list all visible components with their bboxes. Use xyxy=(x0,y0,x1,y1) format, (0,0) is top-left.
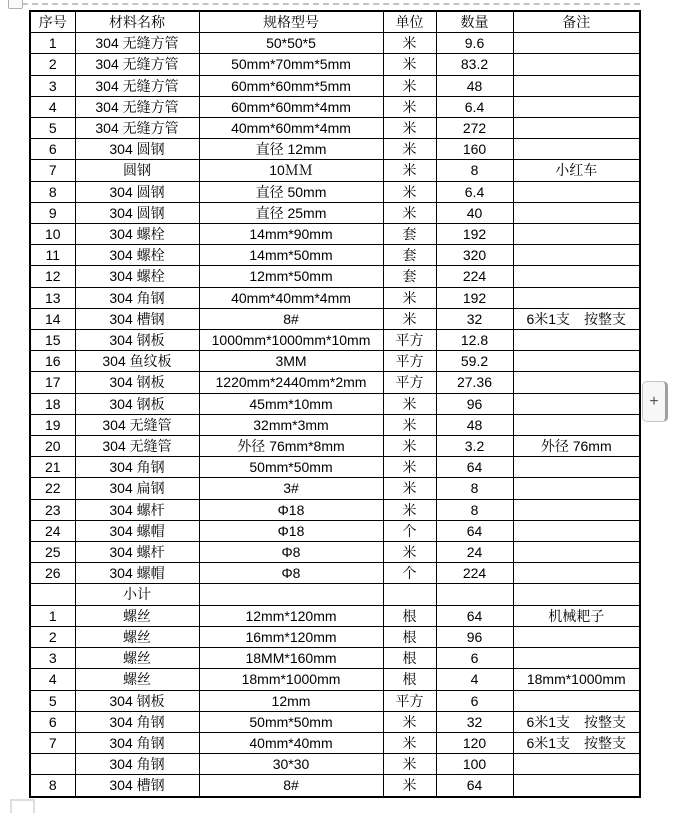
cell-remark[interactable] xyxy=(513,563,640,584)
cell-qty[interactable]: 48 xyxy=(436,75,513,96)
cell-qty[interactable]: 64 xyxy=(436,457,513,478)
cell-remark[interactable] xyxy=(513,330,640,351)
cell-qty[interactable]: 100 xyxy=(436,754,513,775)
table-row xyxy=(30,542,640,563)
cell-qty[interactable]: 3.2 xyxy=(436,436,513,457)
cell-remark[interactable] xyxy=(513,33,640,54)
cell-spec[interactable]: 14mm*90mm xyxy=(199,224,383,245)
cell-qty[interactable]: 120 xyxy=(436,732,513,753)
cell-spec[interactable]: 3# xyxy=(199,478,383,499)
cell-material[interactable]: 圆钢 xyxy=(75,160,199,181)
cell-index[interactable]: 16 xyxy=(30,351,75,372)
cell-qty[interactable]: 59.2 xyxy=(436,351,513,372)
cell-unit[interactable]: 米 xyxy=(383,436,436,457)
cell-material[interactable]: 304 角钢 xyxy=(75,732,199,753)
table-row xyxy=(30,393,640,414)
cell-qty[interactable]: 6.4 xyxy=(436,96,513,117)
cell-index[interactable]: 11 xyxy=(30,245,75,266)
cell-remark[interactable] xyxy=(513,181,640,202)
text-boundary-dashes xyxy=(22,3,640,5)
column-header-remark[interactable]: 备注 xyxy=(513,11,640,33)
cell-spec[interactable]: 50mm*50mm xyxy=(199,711,383,732)
cell-unit[interactable]: 米 xyxy=(383,139,436,160)
cell-qty[interactable]: 64 xyxy=(436,605,513,626)
cell-remark[interactable] xyxy=(513,648,640,669)
cell-index[interactable]: 20 xyxy=(30,436,75,457)
cell-index[interactable]: 7 xyxy=(30,732,75,753)
cell-qty[interactable]: 48 xyxy=(436,414,513,435)
cell-unit[interactable]: 个 xyxy=(383,563,436,584)
cell-material[interactable]: 304 角钢 xyxy=(75,457,199,478)
cell-unit[interactable]: 平方 xyxy=(383,330,436,351)
cell-qty[interactable]: 32 xyxy=(436,711,513,732)
cell-spec[interactable]: Φ8 xyxy=(199,542,383,563)
cell-qty[interactable] xyxy=(436,584,513,605)
cell-remark[interactable] xyxy=(513,54,640,75)
cell-unit[interactable]: 米 xyxy=(383,118,436,139)
cell-unit[interactable]: 米 xyxy=(383,711,436,732)
cell-index[interactable]: 13 xyxy=(30,287,75,308)
cell-remark[interactable] xyxy=(513,584,640,605)
cell-remark[interactable] xyxy=(513,393,640,414)
column-header-index[interactable]: 序号 xyxy=(30,11,75,33)
table-body xyxy=(30,33,640,797)
cell-remark[interactable] xyxy=(513,118,640,139)
cell-material[interactable]: 304 槽钢 xyxy=(75,775,199,797)
table-row xyxy=(30,520,640,541)
cell-unit[interactable]: 米 xyxy=(383,414,436,435)
cell-unit[interactable]: 个 xyxy=(383,520,436,541)
column-header-unit[interactable]: 单位 xyxy=(383,11,436,33)
cell-spec[interactable]: 1220mm*2440mm*2mm xyxy=(199,372,383,393)
table-row xyxy=(30,202,640,223)
cell-material[interactable]: 304 角钢 xyxy=(75,711,199,732)
cell-remark[interactable] xyxy=(513,499,640,520)
cell-remark[interactable]: 6米1支 按整支 xyxy=(513,732,640,753)
cell-qty[interactable]: 64 xyxy=(436,520,513,541)
header-row xyxy=(30,11,640,33)
cell-spec[interactable]: 60mm*60mm*4mm xyxy=(199,96,383,117)
cell-remark[interactable] xyxy=(513,202,640,223)
cell-spec[interactable]: 50*50*5 xyxy=(199,33,383,54)
cell-index[interactable]: 10 xyxy=(30,224,75,245)
cell-spec[interactable]: 外径 76mm*8mm xyxy=(199,436,383,457)
cell-spec[interactable]: 16mm*120mm xyxy=(199,626,383,647)
cell-remark[interactable]: 外径 76mm xyxy=(513,436,640,457)
cell-qty[interactable]: 192 xyxy=(436,287,513,308)
cell-index[interactable]: 1 xyxy=(30,33,75,54)
cell-index[interactable]: 7 xyxy=(30,160,75,181)
table-row xyxy=(30,224,640,245)
cell-unit[interactable]: 米 xyxy=(383,202,436,223)
cell-unit[interactable]: 根 xyxy=(383,648,436,669)
cell-spec[interactable]: 45mm*10mm xyxy=(199,393,383,414)
cell-unit[interactable]: 根 xyxy=(383,669,436,690)
cell-spec[interactable]: 32mm*3mm xyxy=(199,414,383,435)
cell-material[interactable]: 304 钢板 xyxy=(75,393,199,414)
cell-index[interactable]: 23 xyxy=(30,499,75,520)
table-row xyxy=(30,648,640,669)
cell-unit[interactable]: 米 xyxy=(383,542,436,563)
column-header-spec[interactable]: 规格型号 xyxy=(199,11,383,33)
cell-index[interactable]: 21 xyxy=(30,457,75,478)
cell-material[interactable]: 304 无缝方管 xyxy=(75,33,199,54)
table-row xyxy=(30,626,640,647)
cell-index[interactable]: 6 xyxy=(30,711,75,732)
cell-unit[interactable] xyxy=(383,584,436,605)
cell-index[interactable]: 24 xyxy=(30,520,75,541)
cell-remark[interactable] xyxy=(513,478,640,499)
cell-index[interactable]: 25 xyxy=(30,542,75,563)
cell-qty[interactable]: 83.2 xyxy=(436,54,513,75)
cell-remark[interactable] xyxy=(513,414,640,435)
cell-qty[interactable]: 12.8 xyxy=(436,330,513,351)
cell-remark[interactable] xyxy=(513,754,640,775)
table-row xyxy=(30,372,640,393)
table-move-handle-icon[interactable] xyxy=(8,0,23,9)
cell-qty[interactable]: 9.6 xyxy=(436,33,513,54)
cell-qty[interactable]: 64 xyxy=(436,775,513,797)
cell-remark[interactable] xyxy=(513,690,640,711)
table-row xyxy=(30,436,640,457)
cell-index[interactable]: 8 xyxy=(30,775,75,797)
cell-qty[interactable]: 4 xyxy=(436,669,513,690)
cell-remark[interactable] xyxy=(513,351,640,372)
cell-remark[interactable] xyxy=(513,245,640,266)
cell-material[interactable]: 304 无缝方管 xyxy=(75,75,199,96)
cell-qty[interactable]: 32 xyxy=(436,308,513,329)
cell-spec[interactable]: 12mm*50mm xyxy=(199,266,383,287)
cell-unit[interactable]: 米 xyxy=(383,308,436,329)
cell-remark[interactable] xyxy=(513,224,640,245)
cell-spec[interactable]: 8# xyxy=(199,775,383,797)
cell-index[interactable]: 3 xyxy=(30,648,75,669)
cell-index[interactable]: 17 xyxy=(30,372,75,393)
cell-qty[interactable]: 40 xyxy=(436,202,513,223)
cell-qty[interactable]: 192 xyxy=(436,224,513,245)
cell-index[interactable]: 9 xyxy=(30,202,75,223)
cell-spec[interactable]: 50mm*50mm xyxy=(199,457,383,478)
cell-spec[interactable]: 1000mm*1000mm*10mm xyxy=(199,330,383,351)
cell-material[interactable]: 螺丝 xyxy=(75,669,199,690)
table-row xyxy=(30,139,640,160)
cell-material[interactable]: 304 螺杆 xyxy=(75,542,199,563)
table-row xyxy=(30,351,640,372)
cell-index[interactable]: 4 xyxy=(30,96,75,117)
cell-material[interactable]: 螺丝 xyxy=(75,626,199,647)
cell-spec[interactable]: 直径 50mm xyxy=(199,181,383,202)
cell-material[interactable]: 304 螺栓 xyxy=(75,224,199,245)
table-row xyxy=(30,96,640,117)
column-header-material[interactable]: 材料名称 xyxy=(75,11,199,33)
cell-remark[interactable] xyxy=(513,775,640,797)
cell-qty[interactable]: 24 xyxy=(436,542,513,563)
cell-index[interactable]: 14 xyxy=(30,308,75,329)
cell-unit[interactable]: 平方 xyxy=(383,372,436,393)
cell-spec[interactable]: 30*30 xyxy=(199,754,383,775)
table-row xyxy=(30,690,640,711)
table-row xyxy=(30,711,640,732)
column-header-qty[interactable]: 数量 xyxy=(436,11,513,33)
cell-qty[interactable]: 96 xyxy=(436,393,513,414)
cell-material[interactable]: 304 圆钢 xyxy=(75,139,199,160)
cell-spec[interactable]: 8# xyxy=(199,308,383,329)
cell-unit[interactable]: 米 xyxy=(383,775,436,797)
cell-qty[interactable]: 224 xyxy=(436,266,513,287)
cell-remark[interactable] xyxy=(513,520,640,541)
cell-material[interactable]: 304 鱼纹板 xyxy=(75,351,199,372)
bottom-left-partial-box xyxy=(10,799,35,813)
table-row xyxy=(30,414,640,435)
cell-remark[interactable] xyxy=(513,75,640,96)
cell-index[interactable]: 4 xyxy=(30,669,75,690)
cell-material[interactable]: 304 无缝方管 xyxy=(75,118,199,139)
table-row xyxy=(30,775,640,797)
cell-spec[interactable]: 40mm*60mm*4mm xyxy=(199,118,383,139)
cell-qty[interactable]: 224 xyxy=(436,563,513,584)
cell-unit[interactable]: 套 xyxy=(383,266,436,287)
table-row xyxy=(30,732,640,753)
cell-remark[interactable] xyxy=(513,372,640,393)
cell-spec[interactable]: 40mm*40mm*4mm xyxy=(199,287,383,308)
cell-material[interactable]: 304 无缝管 xyxy=(75,436,199,457)
cell-unit[interactable]: 米 xyxy=(383,732,436,753)
cell-spec[interactable]: 60mm*60mm*5mm xyxy=(199,75,383,96)
cell-qty[interactable]: 96 xyxy=(436,626,513,647)
cell-unit[interactable]: 平方 xyxy=(383,690,436,711)
cell-unit[interactable]: 根 xyxy=(383,605,436,626)
plus-icon: + xyxy=(649,392,659,410)
table-row xyxy=(30,457,640,478)
cell-index[interactable]: 5 xyxy=(30,118,75,139)
cell-spec[interactable]: 3MM xyxy=(199,351,383,372)
cell-material[interactable]: 304 螺帽 xyxy=(75,520,199,541)
cell-material[interactable]: 螺丝 xyxy=(75,605,199,626)
cell-qty[interactable]: 6 xyxy=(436,690,513,711)
cell-remark[interactable]: 小红车 xyxy=(513,160,640,181)
cell-index[interactable] xyxy=(30,584,75,605)
cell-material[interactable]: 304 圆钢 xyxy=(75,202,199,223)
cell-spec[interactable]: 18MM*160mm xyxy=(199,648,383,669)
table-row xyxy=(30,266,640,287)
cell-index[interactable]: 15 xyxy=(30,330,75,351)
cell-material[interactable]: 304 螺栓 xyxy=(75,245,199,266)
table-row xyxy=(30,308,640,329)
cell-material[interactable]: 304 圆钢 xyxy=(75,181,199,202)
cell-unit[interactable]: 平方 xyxy=(383,351,436,372)
cell-index[interactable]: 18 xyxy=(30,393,75,414)
cell-index[interactable]: 22 xyxy=(30,478,75,499)
cell-spec[interactable] xyxy=(199,584,383,605)
cell-unit[interactable]: 米 xyxy=(383,457,436,478)
cell-qty[interactable]: 320 xyxy=(436,245,513,266)
cell-spec[interactable]: 12mm*120mm xyxy=(199,605,383,626)
cell-material[interactable]: 304 钢板 xyxy=(75,690,199,711)
cell-unit[interactable]: 米 xyxy=(383,499,436,520)
cell-material[interactable]: 304 无缝方管 xyxy=(75,96,199,117)
table-row xyxy=(30,669,640,690)
cell-material[interactable]: 304 无缝方管 xyxy=(75,54,199,75)
cell-material[interactable]: 304 螺栓 xyxy=(75,266,199,287)
table-row xyxy=(30,584,640,605)
cell-remark[interactable]: 6米1支 按整支 xyxy=(513,711,640,732)
cell-unit[interactable]: 套 xyxy=(383,245,436,266)
cell-index[interactable]: 12 xyxy=(30,266,75,287)
cell-unit[interactable]: 米 xyxy=(383,54,436,75)
cell-material[interactable]: 螺丝 xyxy=(75,648,199,669)
table-row xyxy=(30,245,640,266)
cell-spec[interactable]: 50mm*70mm*5mm xyxy=(199,54,383,75)
cell-unit[interactable]: 米 xyxy=(383,287,436,308)
cell-material[interactable]: 304 角钢 xyxy=(75,754,199,775)
cell-index[interactable]: 6 xyxy=(30,139,75,160)
cell-qty[interactable]: 8 xyxy=(436,160,513,181)
cell-index[interactable]: 2 xyxy=(30,626,75,647)
cell-material[interactable]: 304 钢板 xyxy=(75,372,199,393)
cell-spec[interactable]: 直径 25mm xyxy=(199,202,383,223)
cell-index[interactable]: 8 xyxy=(30,181,75,202)
cell-remark[interactable]: 6米1支 按整支 xyxy=(513,308,640,329)
cell-material[interactable]: 304 无缝管 xyxy=(75,414,199,435)
cell-remark[interactable]: 机械耙子 xyxy=(513,605,640,626)
cell-spec[interactable]: Φ8 xyxy=(199,563,383,584)
table-row xyxy=(30,499,640,520)
material-table xyxy=(29,10,641,798)
cell-spec[interactable]: 18mm*1000mm xyxy=(199,669,383,690)
cell-index[interactable] xyxy=(30,754,75,775)
cell-remark[interactable] xyxy=(513,266,640,287)
cell-material[interactable]: 304 扁钢 xyxy=(75,478,199,499)
cell-qty[interactable]: 272 xyxy=(436,118,513,139)
cell-remark[interactable]: 18mm*1000mm xyxy=(513,669,640,690)
cell-remark[interactable] xyxy=(513,626,640,647)
cell-qty[interactable]: 6.4 xyxy=(436,181,513,202)
cell-unit[interactable]: 米 xyxy=(383,478,436,499)
cell-remark[interactable] xyxy=(513,457,640,478)
cell-unit[interactable]: 米 xyxy=(383,160,436,181)
cell-material[interactable]: 304 螺杆 xyxy=(75,499,199,520)
cell-remark[interactable] xyxy=(513,287,640,308)
table-row xyxy=(30,118,640,139)
cell-index[interactable]: 1 xyxy=(30,605,75,626)
cell-unit[interactable]: 米 xyxy=(383,75,436,96)
cell-unit[interactable]: 米 xyxy=(383,393,436,414)
table-row xyxy=(30,330,640,351)
table-row xyxy=(30,33,640,54)
cell-spec[interactable]: 10ＭＭ xyxy=(199,160,383,181)
cell-unit[interactable]: 米 xyxy=(383,754,436,775)
table-row xyxy=(30,563,640,584)
cell-unit[interactable]: 套 xyxy=(383,224,436,245)
cell-qty[interactable]: 160 xyxy=(436,139,513,160)
cell-remark[interactable] xyxy=(513,139,640,160)
cell-unit[interactable]: 米 xyxy=(383,33,436,54)
cell-spec[interactable]: 40mm*40mm xyxy=(199,732,383,753)
table-row xyxy=(30,478,640,499)
cell-material[interactable]: 小计 xyxy=(75,584,199,605)
table-row xyxy=(30,75,640,96)
table-row xyxy=(30,181,640,202)
cell-unit[interactable]: 根 xyxy=(383,626,436,647)
cell-index[interactable]: 26 xyxy=(30,563,75,584)
cell-index[interactable]: 5 xyxy=(30,690,75,711)
cell-qty[interactable]: 6 xyxy=(436,648,513,669)
cell-spec[interactable]: Φ18 xyxy=(199,499,383,520)
cell-spec[interactable]: 14mm*50mm xyxy=(199,245,383,266)
cell-index[interactable]: 2 xyxy=(30,54,75,75)
cell-material[interactable]: 304 角钢 xyxy=(75,287,199,308)
cell-remark[interactable] xyxy=(513,96,640,117)
cell-qty[interactable]: 8 xyxy=(436,499,513,520)
cell-spec[interactable]: 12mm xyxy=(199,690,383,711)
cell-remark[interactable] xyxy=(513,542,640,563)
expand-panel-button[interactable] xyxy=(642,381,668,422)
cell-index[interactable]: 3 xyxy=(30,75,75,96)
table-row xyxy=(30,160,640,181)
cell-qty[interactable]: 27.36 xyxy=(436,372,513,393)
cell-spec[interactable]: 直径 12mm xyxy=(199,139,383,160)
cell-unit[interactable]: 米 xyxy=(383,96,436,117)
table-row xyxy=(30,754,640,775)
cell-material[interactable]: 304 螺帽 xyxy=(75,563,199,584)
table-row xyxy=(30,605,640,626)
table-row xyxy=(30,54,640,75)
cell-material[interactable]: 304 钢板 xyxy=(75,330,199,351)
cell-qty[interactable]: 8 xyxy=(436,478,513,499)
cell-spec[interactable]: Φ18 xyxy=(199,520,383,541)
cell-material[interactable]: 304 槽钢 xyxy=(75,308,199,329)
cell-index[interactable]: 19 xyxy=(30,414,75,435)
cell-unit[interactable]: 米 xyxy=(383,181,436,202)
table-row xyxy=(30,287,640,308)
